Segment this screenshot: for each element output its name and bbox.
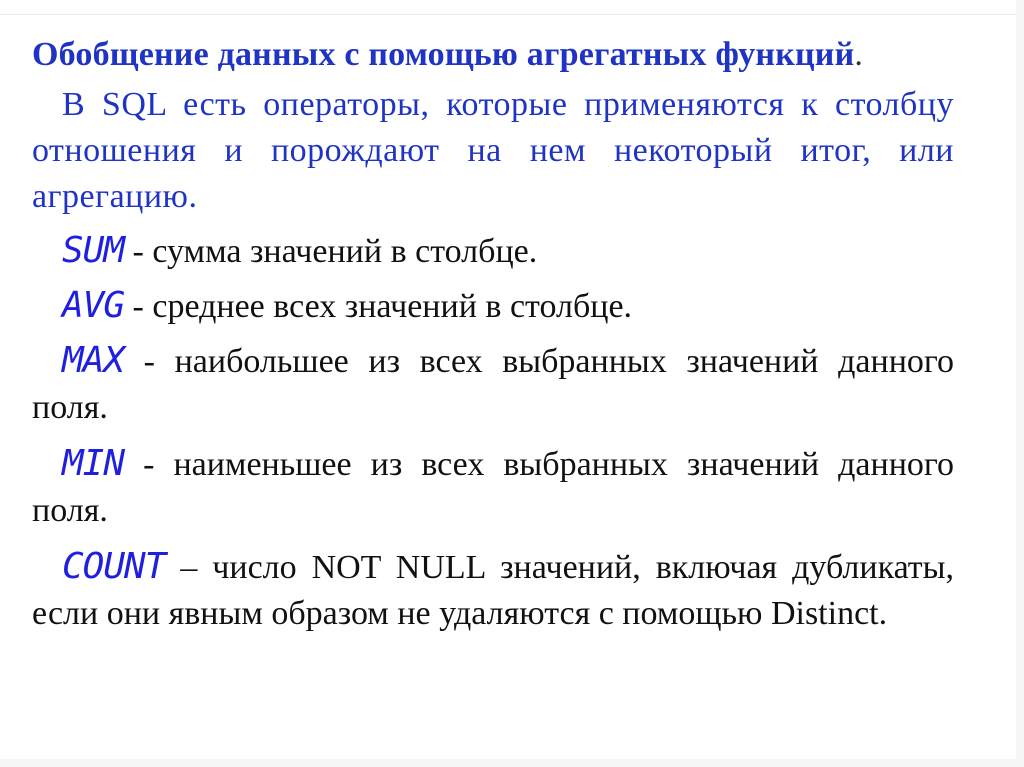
function-keyword: MIN bbox=[62, 443, 125, 484]
function-description: - наименьшее из всех выбранных значений данного поля. bbox=[32, 446, 954, 529]
function-item-count bbox=[32, 544, 954, 637]
slide bbox=[22, 28, 962, 728]
intro-paragraph: В SQL есть операторы, которые применяются к столбцу отношения и порождают на нем некоторый итог, или агрегацию. bbox=[32, 86, 954, 215]
slide-body bbox=[32, 82, 954, 637]
function-item-min bbox=[32, 441, 954, 534]
function-keyword: COUNT bbox=[62, 546, 166, 587]
frame-bottom-border bbox=[0, 759, 1024, 767]
frame-top-border bbox=[0, 0, 1024, 15]
slide-title-text: Обобщение данных с помощью агрегатных функций bbox=[32, 36, 855, 73]
frame-right-border bbox=[1016, 0, 1024, 767]
function-keyword: SUM bbox=[62, 230, 125, 271]
function-item-sum bbox=[32, 228, 954, 275]
function-description: - среднее всех значений в столбце. bbox=[124, 288, 633, 325]
slide-title bbox=[32, 36, 863, 74]
function-description: - сумма значений в столбце. bbox=[124, 233, 538, 270]
function-keyword: MAX bbox=[62, 340, 125, 381]
function-keyword: AVG bbox=[62, 285, 125, 326]
function-description: – число NOT NULL значений, включая дубликаты, если они явным образом не удаляются с помощью Distinct. bbox=[32, 549, 954, 632]
function-item-avg bbox=[32, 283, 954, 330]
function-item-max bbox=[32, 338, 954, 431]
slide-title-period: . bbox=[854, 36, 864, 73]
function-description: - наибольшее из всех выбранных значений данного поля. bbox=[32, 343, 954, 426]
